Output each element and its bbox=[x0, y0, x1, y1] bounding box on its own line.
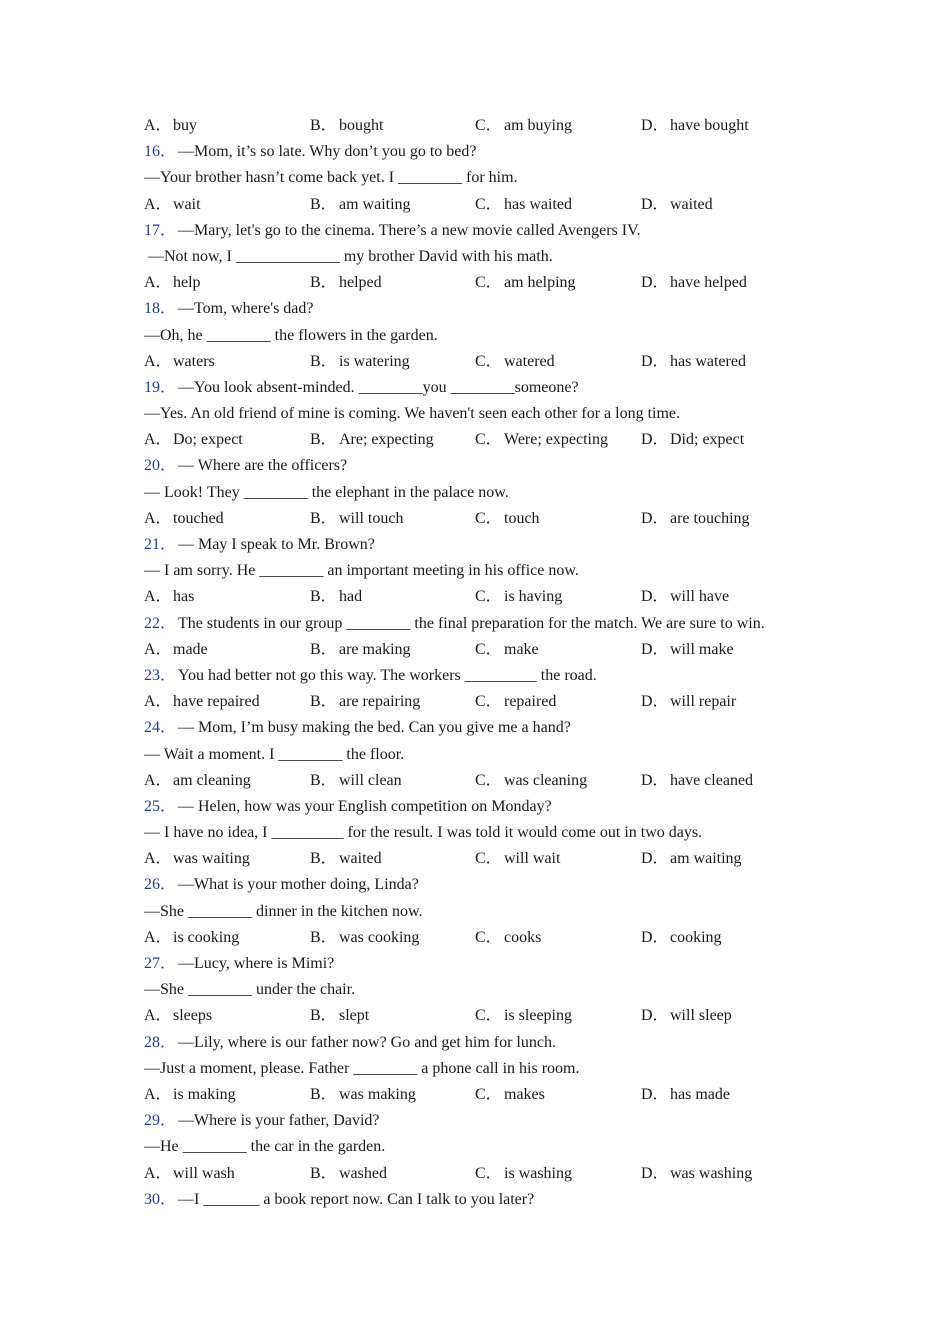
option-text: has made bbox=[670, 1085, 730, 1103]
option-text: was making bbox=[339, 1085, 416, 1103]
option-letter: B． bbox=[310, 431, 337, 449]
question-number: 21． bbox=[144, 536, 177, 553]
question-prompt: —What is your mother doing, Linda? bbox=[178, 876, 419, 894]
option-letter: A． bbox=[144, 431, 172, 449]
option-letter: B． bbox=[310, 640, 337, 658]
option-letter: C． bbox=[475, 431, 502, 449]
option-b bbox=[310, 768, 402, 794]
option-b bbox=[310, 192, 411, 218]
option-text: is watering bbox=[339, 352, 410, 370]
option-letter: D． bbox=[641, 693, 669, 711]
question-response-line: —She ________ dinner in the kitchen now. bbox=[144, 902, 423, 920]
options-row bbox=[144, 1161, 824, 1187]
option-letter: B． bbox=[310, 771, 337, 789]
option-letter: A． bbox=[144, 117, 172, 134]
question-response-line: —Yes. An old friend of mine is coming. We haven't seen each other for a long time. bbox=[144, 405, 680, 423]
option-d bbox=[641, 584, 729, 610]
option-d bbox=[641, 689, 736, 715]
option-b bbox=[310, 1161, 387, 1187]
option-text: wait bbox=[173, 195, 201, 213]
option-text: Did; expect bbox=[670, 431, 745, 449]
question-response-line: — Wait a moment. I ________ the floor. bbox=[144, 745, 405, 763]
option-c bbox=[475, 925, 541, 951]
option-a bbox=[144, 584, 194, 610]
option-text: waters bbox=[173, 352, 215, 370]
option-d bbox=[641, 349, 746, 375]
option-a bbox=[144, 113, 197, 139]
question-response-line: —Oh, he ________ the flowers in the garden. bbox=[144, 326, 438, 344]
option-a bbox=[144, 506, 224, 532]
option-letter: C． bbox=[475, 850, 502, 868]
question-response-line: —Just a moment, please. Father ________ a phone call in his room. bbox=[144, 1059, 580, 1077]
question-number: 23． bbox=[144, 666, 177, 684]
option-d bbox=[641, 192, 713, 218]
option-b bbox=[310, 925, 419, 951]
option-a bbox=[144, 846, 250, 872]
options-row bbox=[144, 768, 824, 794]
option-letter: B． bbox=[310, 1164, 337, 1182]
option-text: am cleaning bbox=[173, 771, 251, 789]
option-letter: A． bbox=[144, 640, 172, 658]
option-c bbox=[475, 1082, 545, 1108]
option-c bbox=[475, 1003, 572, 1029]
question-response-line: — Look! They ________ the elephant in the palace now. bbox=[144, 483, 509, 501]
question-number: 18． bbox=[144, 300, 177, 318]
option-letter: D． bbox=[641, 117, 669, 134]
option-text: am helping bbox=[504, 274, 576, 292]
option-d bbox=[641, 637, 734, 663]
option-letter: C． bbox=[475, 1085, 502, 1103]
option-text: Do; expect bbox=[173, 431, 243, 449]
option-text: was cooking bbox=[339, 928, 420, 946]
option-text: helped bbox=[339, 274, 382, 292]
option-letter: D． bbox=[641, 928, 669, 946]
option-text: slept bbox=[339, 1007, 370, 1025]
options-row bbox=[144, 925, 824, 951]
option-text: made bbox=[173, 640, 208, 658]
option-letter: B． bbox=[310, 274, 337, 292]
option-d bbox=[641, 506, 750, 532]
option-text: makes bbox=[504, 1085, 545, 1103]
question-prompt: —Tom, where's dad? bbox=[178, 300, 314, 318]
option-letter: A． bbox=[144, 274, 172, 292]
option-text: will wash bbox=[173, 1164, 235, 1182]
question-prompt-line bbox=[144, 375, 824, 401]
option-text: was cleaning bbox=[504, 771, 588, 789]
options-row bbox=[144, 689, 824, 715]
option-c bbox=[475, 689, 556, 715]
option-b bbox=[310, 1003, 369, 1029]
question-prompt: —Where is your father, David? bbox=[178, 1112, 380, 1130]
option-text: are repairing bbox=[339, 693, 421, 711]
option-text: Were; expecting bbox=[504, 431, 608, 449]
question-prompt: —Mary, let's go to the cinema. There’s a new movie called Avengers IV. bbox=[178, 221, 641, 239]
option-text: is sleeping bbox=[504, 1007, 572, 1025]
option-letter: D． bbox=[641, 1164, 669, 1182]
question-response-line: —She ________ under the chair. bbox=[144, 981, 356, 999]
question-prompt-line bbox=[144, 1108, 824, 1134]
option-c bbox=[475, 506, 540, 532]
option-d bbox=[641, 113, 749, 139]
option-text: will touch bbox=[339, 509, 404, 527]
question-prompt-line bbox=[144, 794, 824, 820]
option-letter: B． bbox=[310, 195, 337, 213]
question-number: 29． bbox=[144, 1112, 177, 1130]
option-text: repaired bbox=[504, 693, 557, 711]
options-row bbox=[144, 637, 824, 663]
option-letter: C． bbox=[475, 509, 502, 527]
options-row bbox=[144, 846, 824, 872]
option-a bbox=[144, 637, 208, 663]
option-b bbox=[310, 270, 382, 296]
question-prompt: —You look absent-minded. ________you ________someone? bbox=[178, 378, 579, 396]
option-letter: A． bbox=[144, 1164, 172, 1182]
option-letter: A． bbox=[144, 352, 172, 370]
options-row bbox=[144, 506, 824, 532]
question-number: 25． bbox=[144, 797, 177, 815]
option-c bbox=[475, 113, 572, 139]
option-text: cooks bbox=[504, 928, 542, 946]
option-b bbox=[310, 1082, 416, 1108]
option-text: is having bbox=[504, 588, 563, 606]
option-b bbox=[310, 637, 411, 663]
option-letter: C． bbox=[475, 588, 502, 606]
options-row bbox=[144, 427, 824, 453]
option-letter: D． bbox=[641, 640, 669, 658]
option-text: has waited bbox=[504, 195, 572, 213]
option-c bbox=[475, 637, 539, 663]
option-letter: A． bbox=[144, 693, 172, 711]
option-letter: C． bbox=[475, 274, 502, 292]
option-text: was washing bbox=[670, 1164, 753, 1182]
option-c bbox=[475, 192, 572, 218]
option-letter: C． bbox=[475, 771, 502, 789]
question-number: 27． bbox=[144, 955, 177, 972]
options-row bbox=[144, 270, 824, 296]
option-c bbox=[475, 427, 608, 453]
option-a bbox=[144, 1003, 212, 1029]
question-prompt-line bbox=[144, 872, 824, 898]
question-response-line: —Your brother hasn’t come back yet. I ________ for him. bbox=[144, 169, 518, 187]
option-c bbox=[475, 270, 576, 296]
question-number: 22． bbox=[144, 614, 177, 632]
option-letter: B． bbox=[310, 588, 337, 606]
option-letter: D． bbox=[641, 588, 669, 606]
option-text: is washing bbox=[504, 1164, 572, 1182]
option-c bbox=[475, 584, 562, 610]
question-prompt-line bbox=[144, 453, 824, 479]
option-a bbox=[144, 427, 243, 453]
option-text: had bbox=[339, 588, 363, 606]
option-b bbox=[310, 113, 383, 139]
option-letter: B． bbox=[310, 352, 337, 370]
question-number: 17． bbox=[144, 221, 177, 239]
option-a bbox=[144, 925, 239, 951]
option-text: have bought bbox=[670, 117, 749, 134]
option-b bbox=[310, 506, 403, 532]
option-a bbox=[144, 1082, 236, 1108]
option-text: has bbox=[173, 588, 195, 606]
option-text: is making bbox=[173, 1085, 236, 1103]
option-text: am waiting bbox=[670, 850, 742, 868]
option-letter: C． bbox=[475, 640, 502, 658]
option-text: touched bbox=[173, 509, 224, 527]
option-letter: A． bbox=[144, 195, 172, 213]
option-text: waited bbox=[339, 850, 382, 868]
option-text: waited bbox=[670, 195, 713, 213]
option-text: will wait bbox=[504, 850, 561, 868]
option-text: help bbox=[173, 274, 201, 292]
question-prompt-line bbox=[144, 139, 824, 165]
option-c bbox=[475, 349, 555, 375]
option-letter: B． bbox=[310, 850, 337, 868]
option-a bbox=[144, 192, 201, 218]
question-prompt: — Where are the officers? bbox=[178, 457, 348, 475]
option-c bbox=[475, 1161, 572, 1187]
question-prompt: — Mom, I’m busy making the bed. Can you give me a hand? bbox=[178, 719, 571, 737]
question-prompt-line bbox=[144, 218, 824, 244]
options-row bbox=[144, 1003, 824, 1029]
question-prompt-line bbox=[144, 951, 824, 977]
option-d bbox=[641, 1161, 752, 1187]
question-number: 16． bbox=[144, 143, 177, 161]
option-text: will have bbox=[670, 588, 730, 606]
option-letter: B． bbox=[310, 117, 337, 134]
question-number: 30． bbox=[144, 1190, 177, 1208]
option-letter: A． bbox=[144, 771, 172, 789]
option-letter: B． bbox=[310, 1085, 337, 1103]
option-letter: B． bbox=[310, 693, 337, 711]
option-letter: C． bbox=[475, 352, 502, 370]
option-letter: D． bbox=[641, 850, 669, 868]
question-response-line: — I am sorry. He ________ an important meeting in his office now. bbox=[144, 562, 579, 580]
question-response-line: — I have no idea, I _________ for the result. I was told it would come out in two days. bbox=[144, 824, 703, 842]
option-text: sleeps bbox=[173, 1007, 213, 1025]
question-response-line: —He ________ the car in the garden. bbox=[144, 1138, 386, 1156]
option-text: bought bbox=[339, 117, 384, 134]
option-text: am waiting bbox=[339, 195, 411, 213]
options-row bbox=[144, 584, 824, 610]
option-d bbox=[641, 925, 722, 951]
option-text: make bbox=[504, 640, 539, 658]
option-letter: D． bbox=[641, 509, 669, 527]
option-letter: D． bbox=[641, 1085, 669, 1103]
option-text: will clean bbox=[339, 771, 402, 789]
question-number: 28． bbox=[144, 1033, 177, 1051]
question-number: 20． bbox=[144, 457, 177, 475]
option-text: am buying bbox=[504, 117, 572, 134]
option-letter: C． bbox=[475, 693, 502, 711]
question-response-line: —Not now, I _____________ my brother David with his math. bbox=[144, 247, 553, 265]
question-prompt-line bbox=[144, 663, 824, 689]
options-row-top bbox=[144, 113, 824, 139]
option-b bbox=[310, 689, 420, 715]
option-letter: C． bbox=[475, 928, 502, 946]
option-a bbox=[144, 270, 201, 296]
question-prompt-line bbox=[144, 1030, 824, 1056]
option-text: was waiting bbox=[173, 850, 250, 868]
question-prompt: — May I speak to Mr. Brown? bbox=[178, 536, 375, 553]
option-letter: D． bbox=[641, 352, 669, 370]
option-c bbox=[475, 846, 560, 872]
option-text: touch bbox=[504, 509, 540, 527]
option-letter: A． bbox=[144, 850, 172, 868]
question-prompt-line bbox=[144, 715, 824, 741]
option-b bbox=[310, 584, 362, 610]
option-letter: B． bbox=[310, 1007, 337, 1025]
option-b bbox=[310, 349, 410, 375]
option-a bbox=[144, 349, 215, 375]
options-row bbox=[144, 192, 824, 218]
option-d bbox=[641, 1003, 732, 1029]
option-a bbox=[144, 768, 251, 794]
option-text: washed bbox=[339, 1164, 387, 1182]
option-letter: A． bbox=[144, 509, 172, 527]
option-text: have repaired bbox=[173, 693, 260, 711]
option-d bbox=[641, 270, 747, 296]
option-letter: A． bbox=[144, 588, 172, 606]
option-text: will make bbox=[670, 640, 734, 658]
options-row bbox=[144, 1082, 824, 1108]
option-d bbox=[641, 1082, 730, 1108]
question-prompt: The students in our group ________ the final preparation for the match. We are sure to win. bbox=[178, 614, 765, 632]
option-letter: B． bbox=[310, 509, 337, 527]
question-list bbox=[144, 113, 824, 1213]
option-text: will repair bbox=[670, 693, 737, 711]
option-text: is cooking bbox=[173, 928, 240, 946]
question-prompt-line bbox=[144, 296, 824, 322]
option-text: have helped bbox=[670, 274, 747, 292]
option-text: Are; expecting bbox=[339, 431, 434, 449]
question-prompt: —Lily, where is our father now? Go and get him for lunch. bbox=[178, 1033, 556, 1051]
option-b bbox=[310, 846, 382, 872]
option-text: are touching bbox=[670, 509, 750, 527]
option-text: has watered bbox=[670, 352, 746, 370]
option-letter: D． bbox=[641, 195, 669, 213]
option-letter: D． bbox=[641, 1007, 669, 1025]
question-prompt: —Mom, it’s so late. Why don’t you go to bed? bbox=[178, 143, 477, 161]
option-letter: C． bbox=[475, 195, 502, 213]
question-prompt: —I _______ a book report now. Can I talk to you later? bbox=[178, 1190, 535, 1208]
option-c bbox=[475, 768, 587, 794]
option-letter: A． bbox=[144, 928, 172, 946]
option-letter: D． bbox=[641, 274, 669, 292]
option-text: buy bbox=[173, 117, 197, 134]
option-a bbox=[144, 1161, 235, 1187]
option-letter: C． bbox=[475, 117, 502, 134]
option-text: watered bbox=[504, 352, 555, 370]
question-prompt: You had better not go this way. The workers _________ the road. bbox=[178, 666, 597, 684]
option-letter: D． bbox=[641, 431, 669, 449]
option-d bbox=[641, 846, 742, 872]
question-number: 26． bbox=[144, 876, 177, 894]
question-prompt: —Lucy, where is Mimi? bbox=[178, 955, 335, 972]
option-text: cooking bbox=[670, 928, 722, 946]
option-letter: A． bbox=[144, 1085, 172, 1103]
option-letter: C． bbox=[475, 1007, 502, 1025]
question-prompt-line bbox=[144, 611, 824, 637]
question-prompt-line bbox=[144, 1187, 824, 1213]
question-prompt: — Helen, how was your English competition on Monday? bbox=[178, 797, 552, 815]
option-text: are making bbox=[339, 640, 411, 658]
option-letter: D． bbox=[641, 771, 669, 789]
option-text: have cleaned bbox=[670, 771, 754, 789]
option-b bbox=[310, 427, 434, 453]
option-letter: A． bbox=[144, 1007, 172, 1025]
option-a bbox=[144, 689, 260, 715]
option-d bbox=[641, 427, 744, 453]
options-row bbox=[144, 349, 824, 375]
question-prompt-line bbox=[144, 532, 824, 558]
option-letter: B． bbox=[310, 928, 337, 946]
option-d bbox=[641, 768, 753, 794]
option-letter: C． bbox=[475, 1164, 502, 1182]
option-text: will sleep bbox=[670, 1007, 732, 1025]
question-number: 24． bbox=[144, 719, 177, 737]
question-number: 19． bbox=[144, 378, 177, 396]
